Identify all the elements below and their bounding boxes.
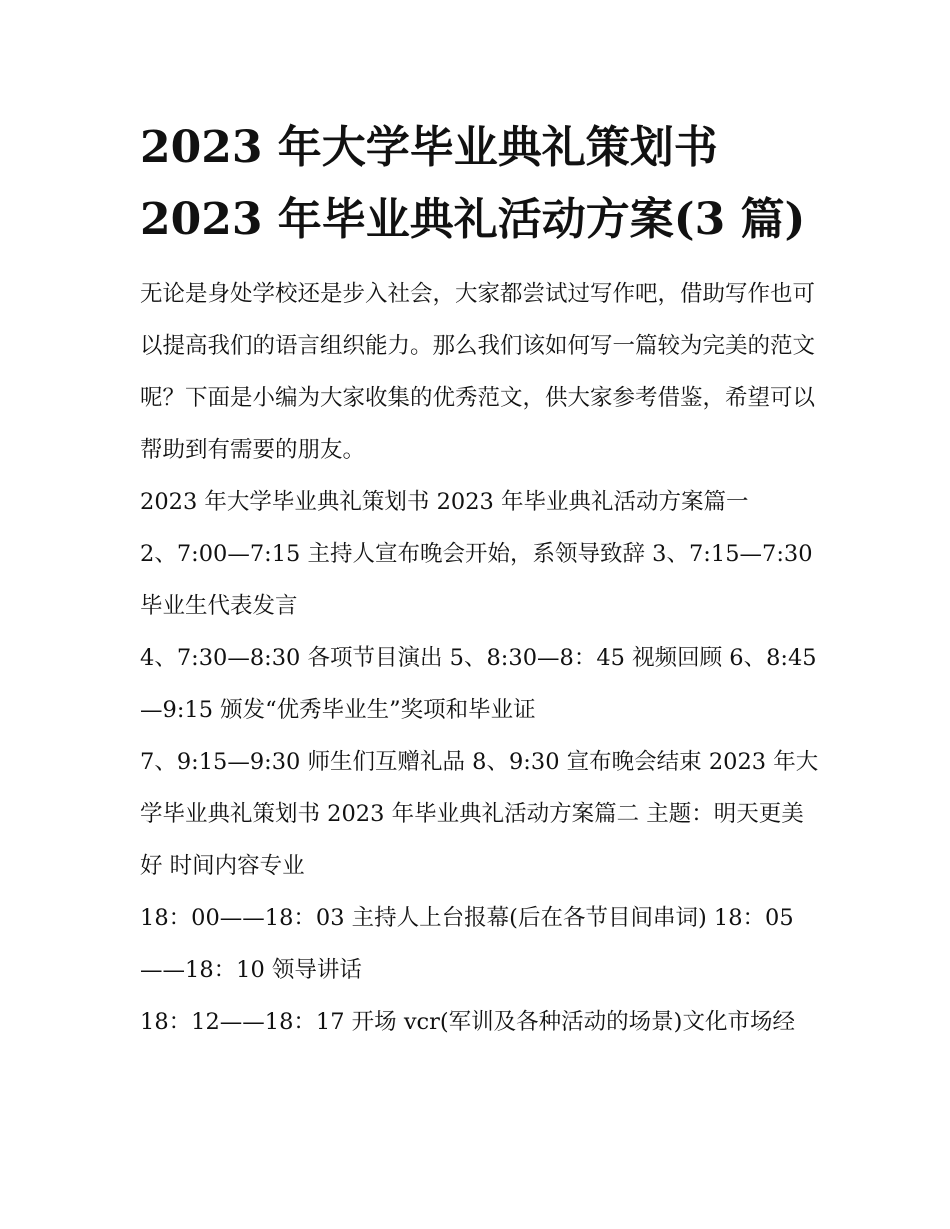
schedule-paragraph: 7、9:15—9:30 师生们互赠礼品 8、9:30 宣布晚会结束 2023 年大学毕业典礼策划书 2023 年毕业典礼活动方案篇二 主题：明天更美好 时间内容专业 [140,749,819,879]
schedule-paragraph: 2、7:00—7:15 主持人宣布晚会开始，系领导致辞 3、7:15—7:30 毕业生代表发言 [140,541,813,619]
document-page [140,112,820,1048]
schedule-paragraph: 4、7:30—8:30 各项节目演出 5、8:30—8：45 视频回顾 6、8:45—9:15 颁发“优秀毕业生”奖项和毕业证 [140,645,817,723]
schedule-paragraph: 18：00——18：03 主持人上台报幕(后在各节目间串词) 18：05——18：10 领导讲话 [140,905,794,983]
document-title: 2023 年大学毕业典礼策划书 2023 年毕业典礼活动方案(3 篇) [140,122,806,245]
section-heading: 2023 年大学毕业典礼策划书 2023 年毕业典礼活动方案篇一 [140,489,749,515]
intro-paragraph: 无论是身处学校还是步入社会，大家都尝试过写作吧，借助写作也可以提高我们的语言组织能力。那么我们该如何写一篇较为完美的范文呢？下面是小编为大家收集的优秀范文，供大家参考借鉴，希望可以帮助到有需要的朋友。 [140,281,816,463]
schedule-paragraph: 18：12——18：17 开场 vcr(军训及各种活动的场景)文化市场经 [140,1009,795,1035]
